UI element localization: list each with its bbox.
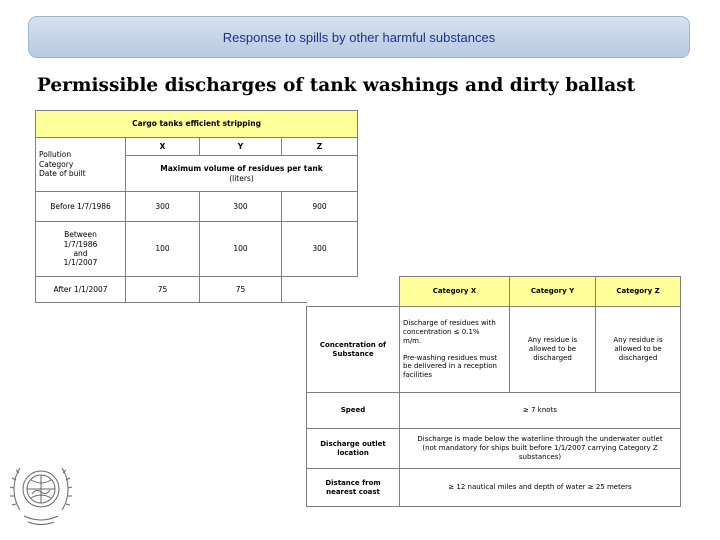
row-header-cell xyxy=(36,138,126,192)
speed-label: Speed xyxy=(307,393,400,429)
text-line: Pre-washing residues must xyxy=(403,353,498,362)
row-label-line: and xyxy=(73,249,88,258)
page-title: Permissible discharges of tank washings and dirty ballast xyxy=(37,75,636,96)
text-line: m/m. xyxy=(403,336,422,345)
cell-value: 75 xyxy=(200,277,282,303)
text-line: Any residue is xyxy=(527,336,578,345)
category-z-header: Category Z xyxy=(596,277,681,307)
concentration-z xyxy=(596,307,681,393)
category-y-header: Category Y xyxy=(510,277,596,307)
cell-value: 75 xyxy=(126,277,200,303)
label-line: location xyxy=(337,448,369,457)
row-label: After 1/1/2007 xyxy=(36,277,126,303)
label-line: nearest coast xyxy=(326,487,380,496)
cell-value: 300 xyxy=(200,192,282,222)
row-label-line: Between xyxy=(64,230,97,240)
outlet-label xyxy=(307,429,400,469)
cell-value: 100 xyxy=(200,222,282,277)
label-line: Concentration of xyxy=(319,340,387,349)
concentration-row xyxy=(307,307,681,393)
text-line: Discharge of residues with xyxy=(403,319,496,328)
organization-emblem-icon xyxy=(10,458,72,530)
text-line: facilities xyxy=(403,371,433,379)
category-x-header: X xyxy=(126,138,200,156)
text-line: be delivered in a reception xyxy=(403,362,497,371)
table-row xyxy=(36,222,358,277)
category-x-header: Category X xyxy=(400,277,510,307)
category-y-header: Y xyxy=(200,138,282,156)
discharge-table xyxy=(306,276,681,507)
row-label: Before 1/7/1986 xyxy=(36,192,126,222)
header-bar xyxy=(28,16,690,58)
concentration-y xyxy=(510,307,596,393)
row-header-line: Date of built xyxy=(39,169,86,179)
blank-corner xyxy=(307,277,400,307)
max-volume-label: Maximum volume of residues per tank xyxy=(160,164,323,174)
text-line: allowed to be xyxy=(528,345,577,354)
label-line: Discharge outlet xyxy=(320,439,386,448)
text-line: substances) xyxy=(518,452,562,461)
cell-value: 300 xyxy=(282,222,358,277)
text-line: Any residue is xyxy=(613,336,663,345)
row-label-line: 1/7/1986 xyxy=(63,239,98,249)
label-line: Distance from xyxy=(325,478,381,487)
text-line: (not mandatory for ships built before 1/1/2007 carrying Category Z xyxy=(422,444,658,453)
header-title: Response to spills by other harmful substances xyxy=(222,29,496,45)
row-header-line: Category xyxy=(39,159,74,169)
coast-row xyxy=(307,469,681,507)
stripping-table xyxy=(35,110,358,303)
coast-value: ≥ 12 nautical miles and depth of water ≥ 25 meters xyxy=(400,469,681,507)
speed-value: ≥ 7 knots xyxy=(400,393,681,429)
cell-value: 100 xyxy=(126,222,200,277)
row-header-line: Pollution xyxy=(39,150,72,160)
stripping-table-title: Cargo tanks efficient stripping xyxy=(36,111,358,138)
coast-label xyxy=(307,469,400,507)
text-line: allowed to be xyxy=(614,345,662,354)
speed-row xyxy=(307,393,681,429)
text-line: discharged xyxy=(533,353,572,362)
row-label xyxy=(36,222,126,277)
concentration-label xyxy=(307,307,400,393)
spacer xyxy=(403,346,506,354)
cell-value: 300 xyxy=(126,192,200,222)
concentration-x xyxy=(400,307,510,393)
max-volume-unit: (liters) xyxy=(229,173,254,183)
text-line: Discharge is made below the waterline through the underwater outlet xyxy=(417,435,663,444)
table-row xyxy=(36,192,358,222)
category-z-header: Z xyxy=(282,138,358,156)
cell-value: 900 xyxy=(282,192,358,222)
label-line: Substance xyxy=(332,349,374,358)
max-volume-header xyxy=(126,156,358,192)
text-line: concentration ≤ 0.1% xyxy=(403,328,480,336)
outlet-value xyxy=(400,429,681,469)
text-line: discharged xyxy=(618,353,658,362)
outlet-row xyxy=(307,429,681,469)
row-label-line: 1/1/2007 xyxy=(63,258,98,268)
